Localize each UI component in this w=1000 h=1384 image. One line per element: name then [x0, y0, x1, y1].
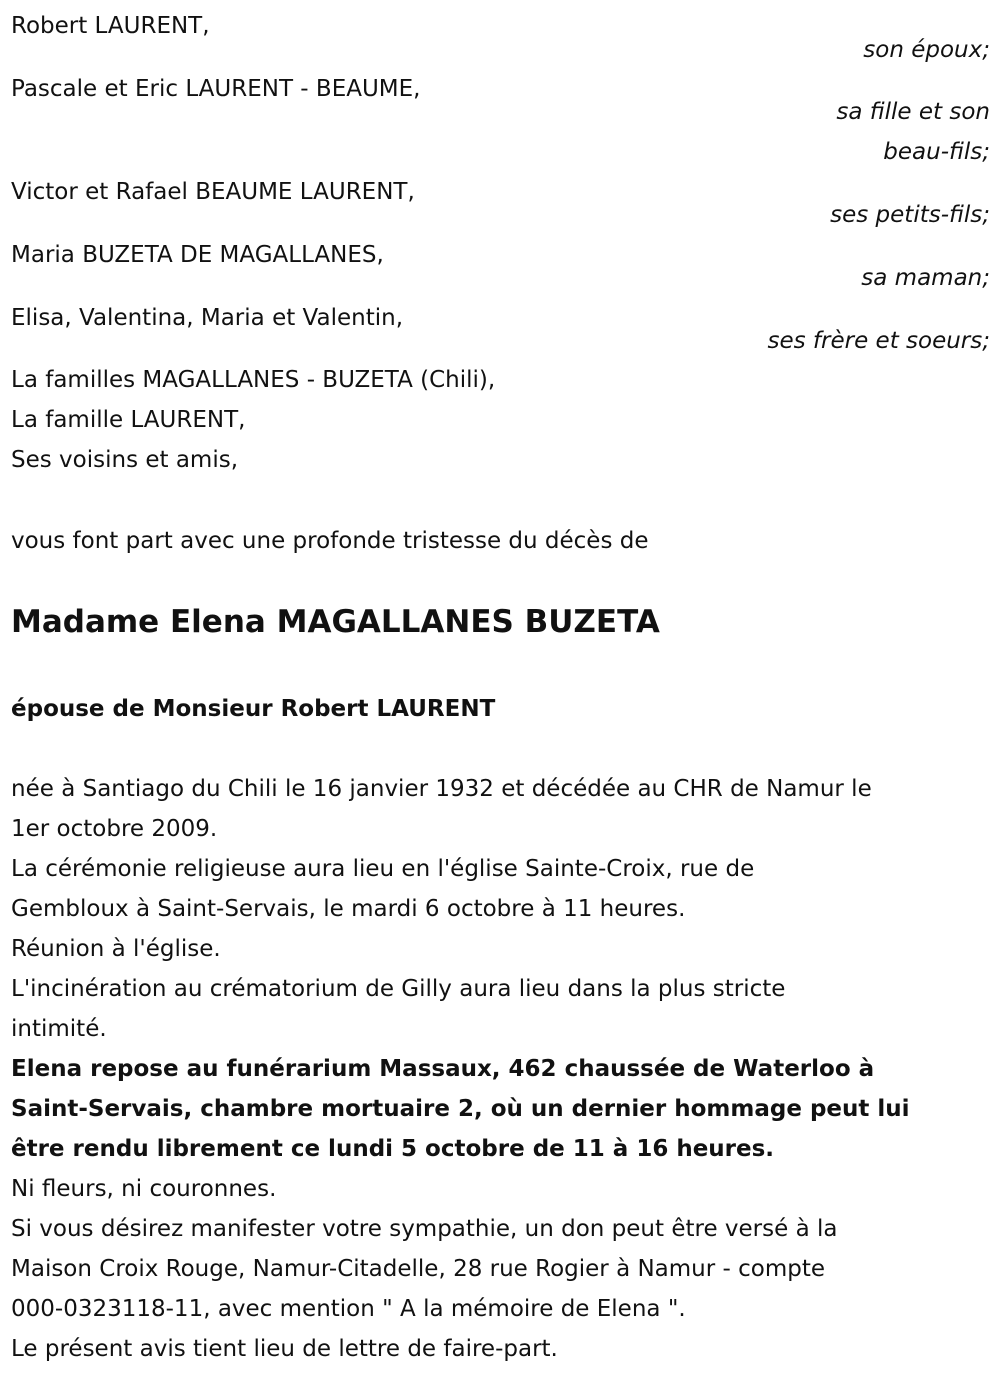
family-relation: son époux;	[863, 37, 990, 63]
mourner-line: Ses voisins et amis,	[11, 447, 239, 473]
body-line: 1er octobre 2009.	[11, 816, 218, 842]
body-line: La cérémonie religieuse aura lieu en l'église Sainte-Croix, rue de	[11, 856, 755, 882]
body-line: L'incinération au crématorium de Gilly aura lieu dans la plus stricte	[11, 976, 786, 1002]
closing-line: Ni fleurs, ni couronnes.	[11, 1176, 277, 1202]
closing-line: Le présent avis tient lieu de lettre de faire-part.	[11, 1336, 558, 1362]
family-relation: ses frère et soeurs;	[767, 328, 990, 354]
mourner-line: La famille LAURENT,	[11, 407, 246, 433]
body-bold-line: être rendu librement ce lundi 5 octobre de 11 à 16 heures.	[11, 1136, 775, 1162]
family-relation: ses petits-fils;	[830, 202, 990, 228]
body-bold-line: Saint-Servais, chambre mortuaire 2, où un dernier hommage peut lui	[11, 1096, 910, 1122]
body-line: intimité.	[11, 1016, 107, 1042]
family-name: Elisa, Valentina, Maria et Valentin,	[11, 305, 403, 331]
body-line: Réunion à l'église.	[11, 936, 221, 962]
spouse-line: épouse de Monsieur Robert LAURENT	[11, 696, 496, 722]
closing-line: 000-0323118-11, avec mention " A la mémoire de Elena ".	[11, 1296, 686, 1322]
family-relation: sa maman;	[861, 265, 990, 291]
family-relation: beau-fils;	[883, 139, 990, 165]
mourner-line: La familles MAGALLANES - BUZETA (Chili),	[11, 367, 496, 393]
closing-line: Maison Croix Rouge, Namur-Citadelle, 28 rue Rogier à Namur - compte	[11, 1256, 826, 1282]
family-relation: sa fille et son	[836, 99, 990, 125]
closing-line: Si vous désirez manifester votre sympathie, un don peut être versé à la	[11, 1216, 838, 1242]
family-name: Pascale et Eric LAURENT - BEAUME,	[11, 76, 421, 102]
family-name: Robert LAURENT,	[11, 13, 210, 39]
body-line: née à Santiago du Chili le 16 janvier 1932 et décédée au CHR de Namur le	[11, 776, 872, 802]
body-bold-line: Elena repose au funérarium Massaux, 462 chaussée de Waterloo à	[11, 1056, 875, 1082]
announcement: vous font part avec une profonde tristesse du décès de	[11, 528, 649, 554]
family-name: Maria BUZETA DE MAGALLANES,	[11, 242, 384, 268]
body-line: Gembloux à Saint-Servais, le mardi 6 octobre à 11 heures.	[11, 896, 686, 922]
family-name: Victor et Rafael BEAUME LAURENT,	[11, 179, 415, 205]
deceased-name: Madame Elena MAGALLANES BUZETA	[11, 604, 660, 640]
